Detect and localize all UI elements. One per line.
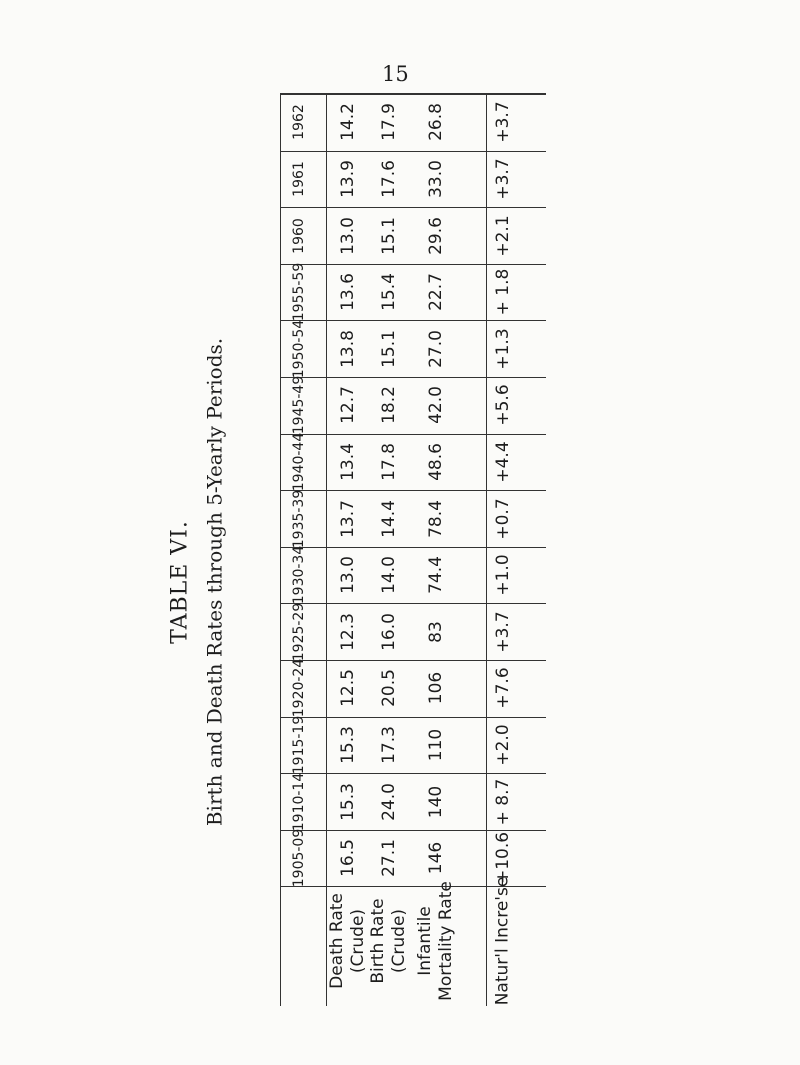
column-divider xyxy=(326,94,327,1006)
table-cell: 140 xyxy=(426,785,446,818)
table-cell: 26.8 xyxy=(426,103,446,142)
table-cell: 27.0 xyxy=(426,329,446,368)
table-title: TABLE VI. xyxy=(167,520,193,644)
table-cell: 14.2 xyxy=(338,103,358,142)
table-cell: +3.7 xyxy=(493,158,513,200)
row-label-line: Death Rate xyxy=(327,893,347,990)
period-header: 1930-34 xyxy=(291,545,307,605)
row-divider xyxy=(281,717,546,718)
period-header: 1940-44 xyxy=(291,432,307,492)
period-header: 1905-09 xyxy=(291,828,307,888)
table-cell: 33.0 xyxy=(426,159,446,198)
table-cell: 13.0 xyxy=(338,556,358,595)
table-cell: +0.7 xyxy=(493,497,513,540)
table-cell: + 1.8 xyxy=(493,268,513,316)
row-divider xyxy=(281,94,546,95)
table-cell: 48.6 xyxy=(426,442,446,481)
table-cell: 146 xyxy=(426,841,446,875)
period-header: 1950-54 xyxy=(291,319,307,378)
table-caption xyxy=(168,338,227,826)
period-header: 1935-39 xyxy=(291,489,307,548)
row-label-line: (Crude) xyxy=(348,909,368,974)
row-label-line: Natur'l Incre'se xyxy=(492,877,513,1006)
row-label-line: Infantile xyxy=(415,906,435,977)
table-cell: 42.0 xyxy=(426,386,446,425)
row-divider xyxy=(281,490,546,491)
table-cell: 17.8 xyxy=(379,442,399,481)
table-cell: 15.4 xyxy=(379,273,399,312)
table-cell: 15.1 xyxy=(379,216,399,255)
table-cell: 74.4 xyxy=(426,556,446,595)
table-cell: 12.3 xyxy=(338,612,358,651)
rates-table xyxy=(280,93,546,1006)
period-header: 1910-14 xyxy=(291,772,307,831)
table-subtitle: Birth and Death Rates through 5-Yearly Periods. xyxy=(202,337,227,827)
period-header: 1920-24 xyxy=(291,659,307,718)
row-label xyxy=(493,877,514,1006)
table-cell: 16.0 xyxy=(379,612,399,651)
table-cell: 22.7 xyxy=(426,273,446,312)
table-cell: +1.3 xyxy=(493,328,513,370)
row-label xyxy=(327,893,369,989)
row-label xyxy=(415,882,457,1002)
table-cell: 13.7 xyxy=(338,499,358,538)
column-divider xyxy=(486,94,487,1006)
table-cell: +2.1 xyxy=(493,214,513,257)
table-cell: +7.6 xyxy=(493,667,513,709)
row-divider xyxy=(281,151,546,152)
period-header: 1960 xyxy=(291,217,307,254)
table-cell: +5.6 xyxy=(493,384,513,426)
row-divider xyxy=(281,434,546,435)
table-cell: 29.6 xyxy=(426,216,446,255)
row-label-line: Mortality Rate xyxy=(436,881,456,1002)
table-cell: 17.9 xyxy=(379,103,399,142)
row-label-line: Birth Rate xyxy=(368,898,388,984)
table-cell: +3.7 xyxy=(493,611,513,653)
table-cell: + 8.7 xyxy=(493,778,513,825)
table-cell: 15.3 xyxy=(338,725,358,764)
table-cell: 14.0 xyxy=(379,556,399,595)
row-divider xyxy=(281,547,546,548)
table-cell: 13.9 xyxy=(338,159,358,198)
table-cell: +4.4 xyxy=(493,441,513,483)
table-cell: 18.2 xyxy=(379,386,399,425)
period-header: 1925-29 xyxy=(291,602,307,661)
row-divider xyxy=(281,320,546,321)
table-cell: 13.8 xyxy=(338,329,358,368)
table-cell: 13.4 xyxy=(338,442,358,481)
table-cell: 12.7 xyxy=(338,386,358,425)
row-divider xyxy=(281,660,546,661)
table-cell: 17.3 xyxy=(379,725,399,764)
table-cell: +1.0 xyxy=(493,554,513,596)
row-divider xyxy=(281,207,546,208)
period-header: 1915-19 xyxy=(291,715,307,775)
row-divider xyxy=(281,377,546,378)
table-cell: 15.1 xyxy=(379,329,399,368)
table-cell: 78.4 xyxy=(426,499,446,538)
row-label xyxy=(368,899,410,984)
table-cell: +2.0 xyxy=(493,724,513,766)
table-cell: 13.6 xyxy=(338,273,358,312)
row-divider xyxy=(281,264,546,265)
table-cell: +3.7 xyxy=(493,101,513,143)
table-cell: 110 xyxy=(426,728,446,762)
table-cell: 17.6 xyxy=(379,159,399,198)
table-cell: 15.3 xyxy=(338,782,358,821)
table-cell: 106 xyxy=(426,672,446,705)
table-cell: 12.5 xyxy=(338,669,358,708)
table-cell: 20.5 xyxy=(379,669,399,708)
table-cell: 16.5 xyxy=(338,839,358,878)
row-divider xyxy=(281,773,546,774)
table-cell: +10.6 xyxy=(493,832,513,885)
table-cell: 24.0 xyxy=(379,782,399,821)
row-divider xyxy=(281,603,546,604)
table-cell: 27.1 xyxy=(379,839,399,878)
row-label-line: (Crude) xyxy=(389,909,409,974)
period-header: 1961 xyxy=(291,161,307,197)
period-header: 1955-59 xyxy=(291,262,307,322)
period-header: 1945-49 xyxy=(291,376,307,435)
table-cell: 83 xyxy=(426,620,446,643)
period-header: 1962 xyxy=(291,104,307,141)
page-number: 15 xyxy=(382,62,409,86)
row-divider xyxy=(281,830,546,831)
table-cell: 13.0 xyxy=(338,216,358,255)
table-cell: 14.4 xyxy=(379,499,399,538)
